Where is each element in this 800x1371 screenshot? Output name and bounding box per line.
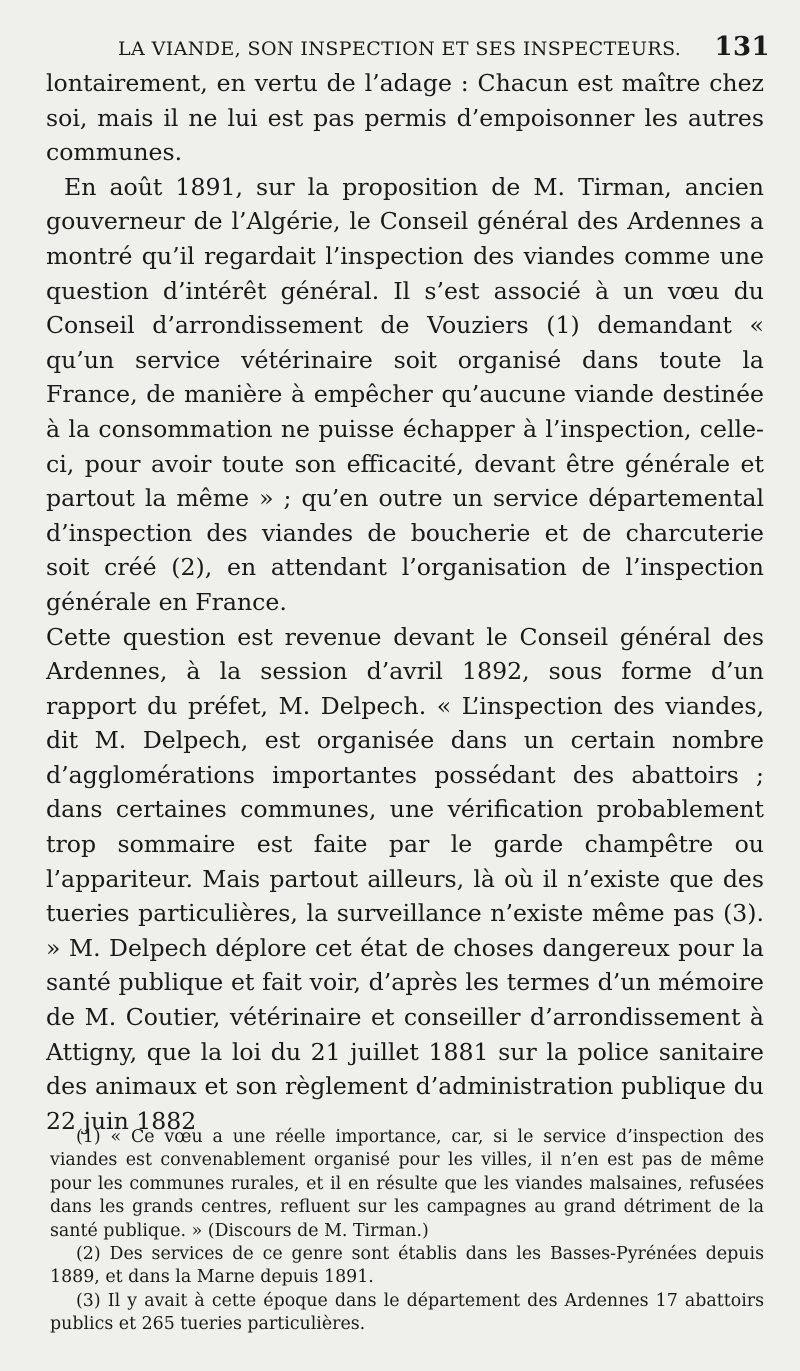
- main-text: [46, 66, 764, 1138]
- running-header: [118, 32, 770, 64]
- paragraph-session-1892: Cette question est revenue devant le Conseil général des Ardennes, à la session d’avril 1892, sous forme d’un rapport du préfet, M. Delpech. « L’inspection des viandes, dit M. Delpech, est organisée dans un certain nombre d’agglomérations importantes possédant des abattoirs ; dans certaines communes, une vérification probablement trop sommaire est faite par le garde champêtre ou l’appariteur. Mais partout ailleurs, là où il n’existe que des tueries particulières, la surveillance n’existe même pas (3). » M. Delpech déplore cet état de choses dangereux pour la santé publique et fait voir, d’après les termes d’un mémoire de M. Coutier, vétérinaire et conseiller d’arrondissement à Attigny, que la loi du 21 juillet 1881 sur la police sanitaire des animaux et son règlement d’administration publique du 22 juin 1882: [46, 622, 764, 1135]
- paragraph-continuation: lontairement, en vertu de l’adage : Chacun est maître chez soi, mais il ne lui est pas permis d’empoisonner les autres communes.: [46, 69, 764, 167]
- running-title: LA VIANDE, SON INSPECTION ET SES INSPECTEURS.: [118, 38, 682, 60]
- footnote-3: (3) Il y avait à cette époque dans le département des Ardennes 17 abattoirs publics et 265 tueries particulières.: [50, 1290, 764, 1335]
- page-number: 131: [714, 32, 770, 62]
- paragraph-aout-1891: En août 1891, sur la proposition de M. Tirman, ancien gouverneur de l’Algérie, le Conseil général des Ardennes a montré qu’il regardait l’inspection des viandes comme une question d’intérêt général. Il s’est associé à un vœu du Conseil d’arrondissement de Vouziers (1) demandant « qu’un service vétérinaire soit organisé dans toute la France, de manière à empêcher qu’aucune viande destinée à la consommation ne puisse échapper à l’inspection, celle-ci, pour avoir toute son efficacité, devant être générale et partout la même » ; qu’en outre un service départemental d’inspection des viandes de boucherie et de charcuterie soit créé (2), en attendant l’organisation de l’inspection générale en France.: [46, 172, 764, 616]
- footnote-1: (1) « Ce vœu a une réelle importance, car, si le service d’inspection des viandes est convenablement organisé pour les villes, il n’en est pas de même pour les communes rurales, et il en résulte que les viandes malsaines, refusées dans les grands centres, refluent sur les campagnes au grand détriment de la santé publique. » (Discours de M. Tirman.): [50, 1127, 764, 1241]
- footnotes: [50, 1126, 764, 1337]
- footnote-2: (2) Des services de ce genre sont établis dans les Basses-Pyrénées depuis 1889, et dans la Marne depuis 1891.: [50, 1244, 764, 1288]
